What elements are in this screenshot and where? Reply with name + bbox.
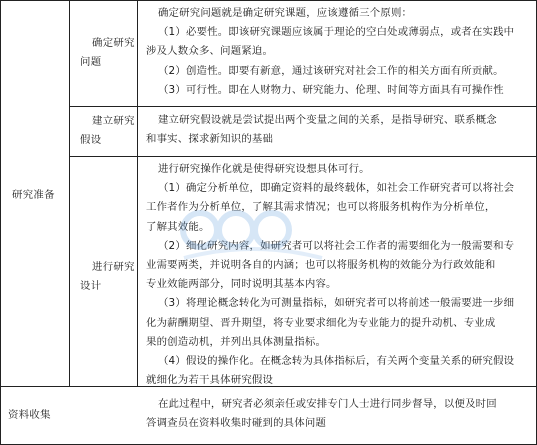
cell-content [146, 4, 514, 100]
column-divider-2 [137, 0, 138, 386]
category-label: 研究准备 [12, 189, 55, 201]
row-label-line: 确定研究 [92, 37, 135, 49]
text-line: 专业效能两部分，同时说明其基本内容。 [146, 278, 337, 291]
category-label: 资料收集 [8, 409, 51, 421]
row-label-line: 建立研究 [92, 115, 135, 127]
text-line: （2）创造性。即要有新意，通过该研究对社会工作的相关方面有所贡献。 [157, 64, 504, 77]
row-divider-1 [69, 106, 537, 107]
text-line: （3）可行性。即在人财物力、研究能力、伦理、时间等方面具有可操作性 [157, 83, 504, 96]
watermark-logo [178, 202, 328, 272]
text-line: 答调查员在资料收集时碰到的具体问题 [146, 417, 327, 430]
row-label-line: 问题 [80, 56, 102, 68]
cell-content [146, 160, 514, 390]
row-label-line: 假设 [80, 134, 102, 146]
text-line: 和事实、探求新知识的基础 [146, 133, 274, 146]
text-line: 涉及人数众多、问题紧迫。 [146, 45, 274, 58]
row-label-line: 进行研究 [92, 261, 135, 273]
cell-content [146, 395, 497, 433]
text-line: （3）将理论概念转化为可测量指标，如研究者可以将前述一般需要进一步细 [157, 297, 515, 310]
text-line: 工作者作为分析单位，了解其需求情况；也可以将服务机构作为分析单位， [146, 201, 496, 214]
cell-content [146, 111, 497, 149]
text-line: 业需要两类，并说明各自的内涵；也可以将服务机构的效能分为行政效能和 [146, 259, 496, 272]
text-line: 化为薪酬期望、晋升期望，将专业要求细化为专业能力的提升动机、专业成 [146, 316, 496, 329]
text-line: 果的创造动机，并列出具体测量指标。 [146, 335, 327, 348]
text-line: 建立研究假设就是尝试提出两个变量之间的关系，是指导研究、联系概念 [157, 114, 497, 126]
text-line: （1）必要性。即该研究课题应该属于理论的空白处或薄弱点，或者在实践中 [157, 26, 515, 39]
text-line: （4）假设的操作化。在概念转为具体指标后，有关两个变量关系的研究假设 [157, 355, 515, 368]
text-line: （2）细化研究内容，如研究者可以将社会工作者的需要细化为一般需要和专 [157, 239, 515, 252]
row-divider-2 [69, 156, 537, 157]
text-line: 了解其效能。 [146, 220, 210, 233]
text-line: 确定研究问题就是确定研究课题，应该遵循三个原则： [157, 7, 413, 19]
text-line: 就细化为若干具体研究假设 [146, 374, 274, 387]
column-divider-1 [69, 0, 70, 386]
text-line: 在此过程中，研究者必须亲任或安排专门人士进行同步督导，以便及时回 [157, 398, 497, 410]
text-line: 进行研究操作化就是使得研究设想具体可行。 [157, 163, 370, 175]
row-label-line: 设计 [80, 280, 102, 292]
text-line: （1）确定分析单位，即确定资料的最终载体，如社会工作研究者可以将社会 [157, 182, 515, 195]
